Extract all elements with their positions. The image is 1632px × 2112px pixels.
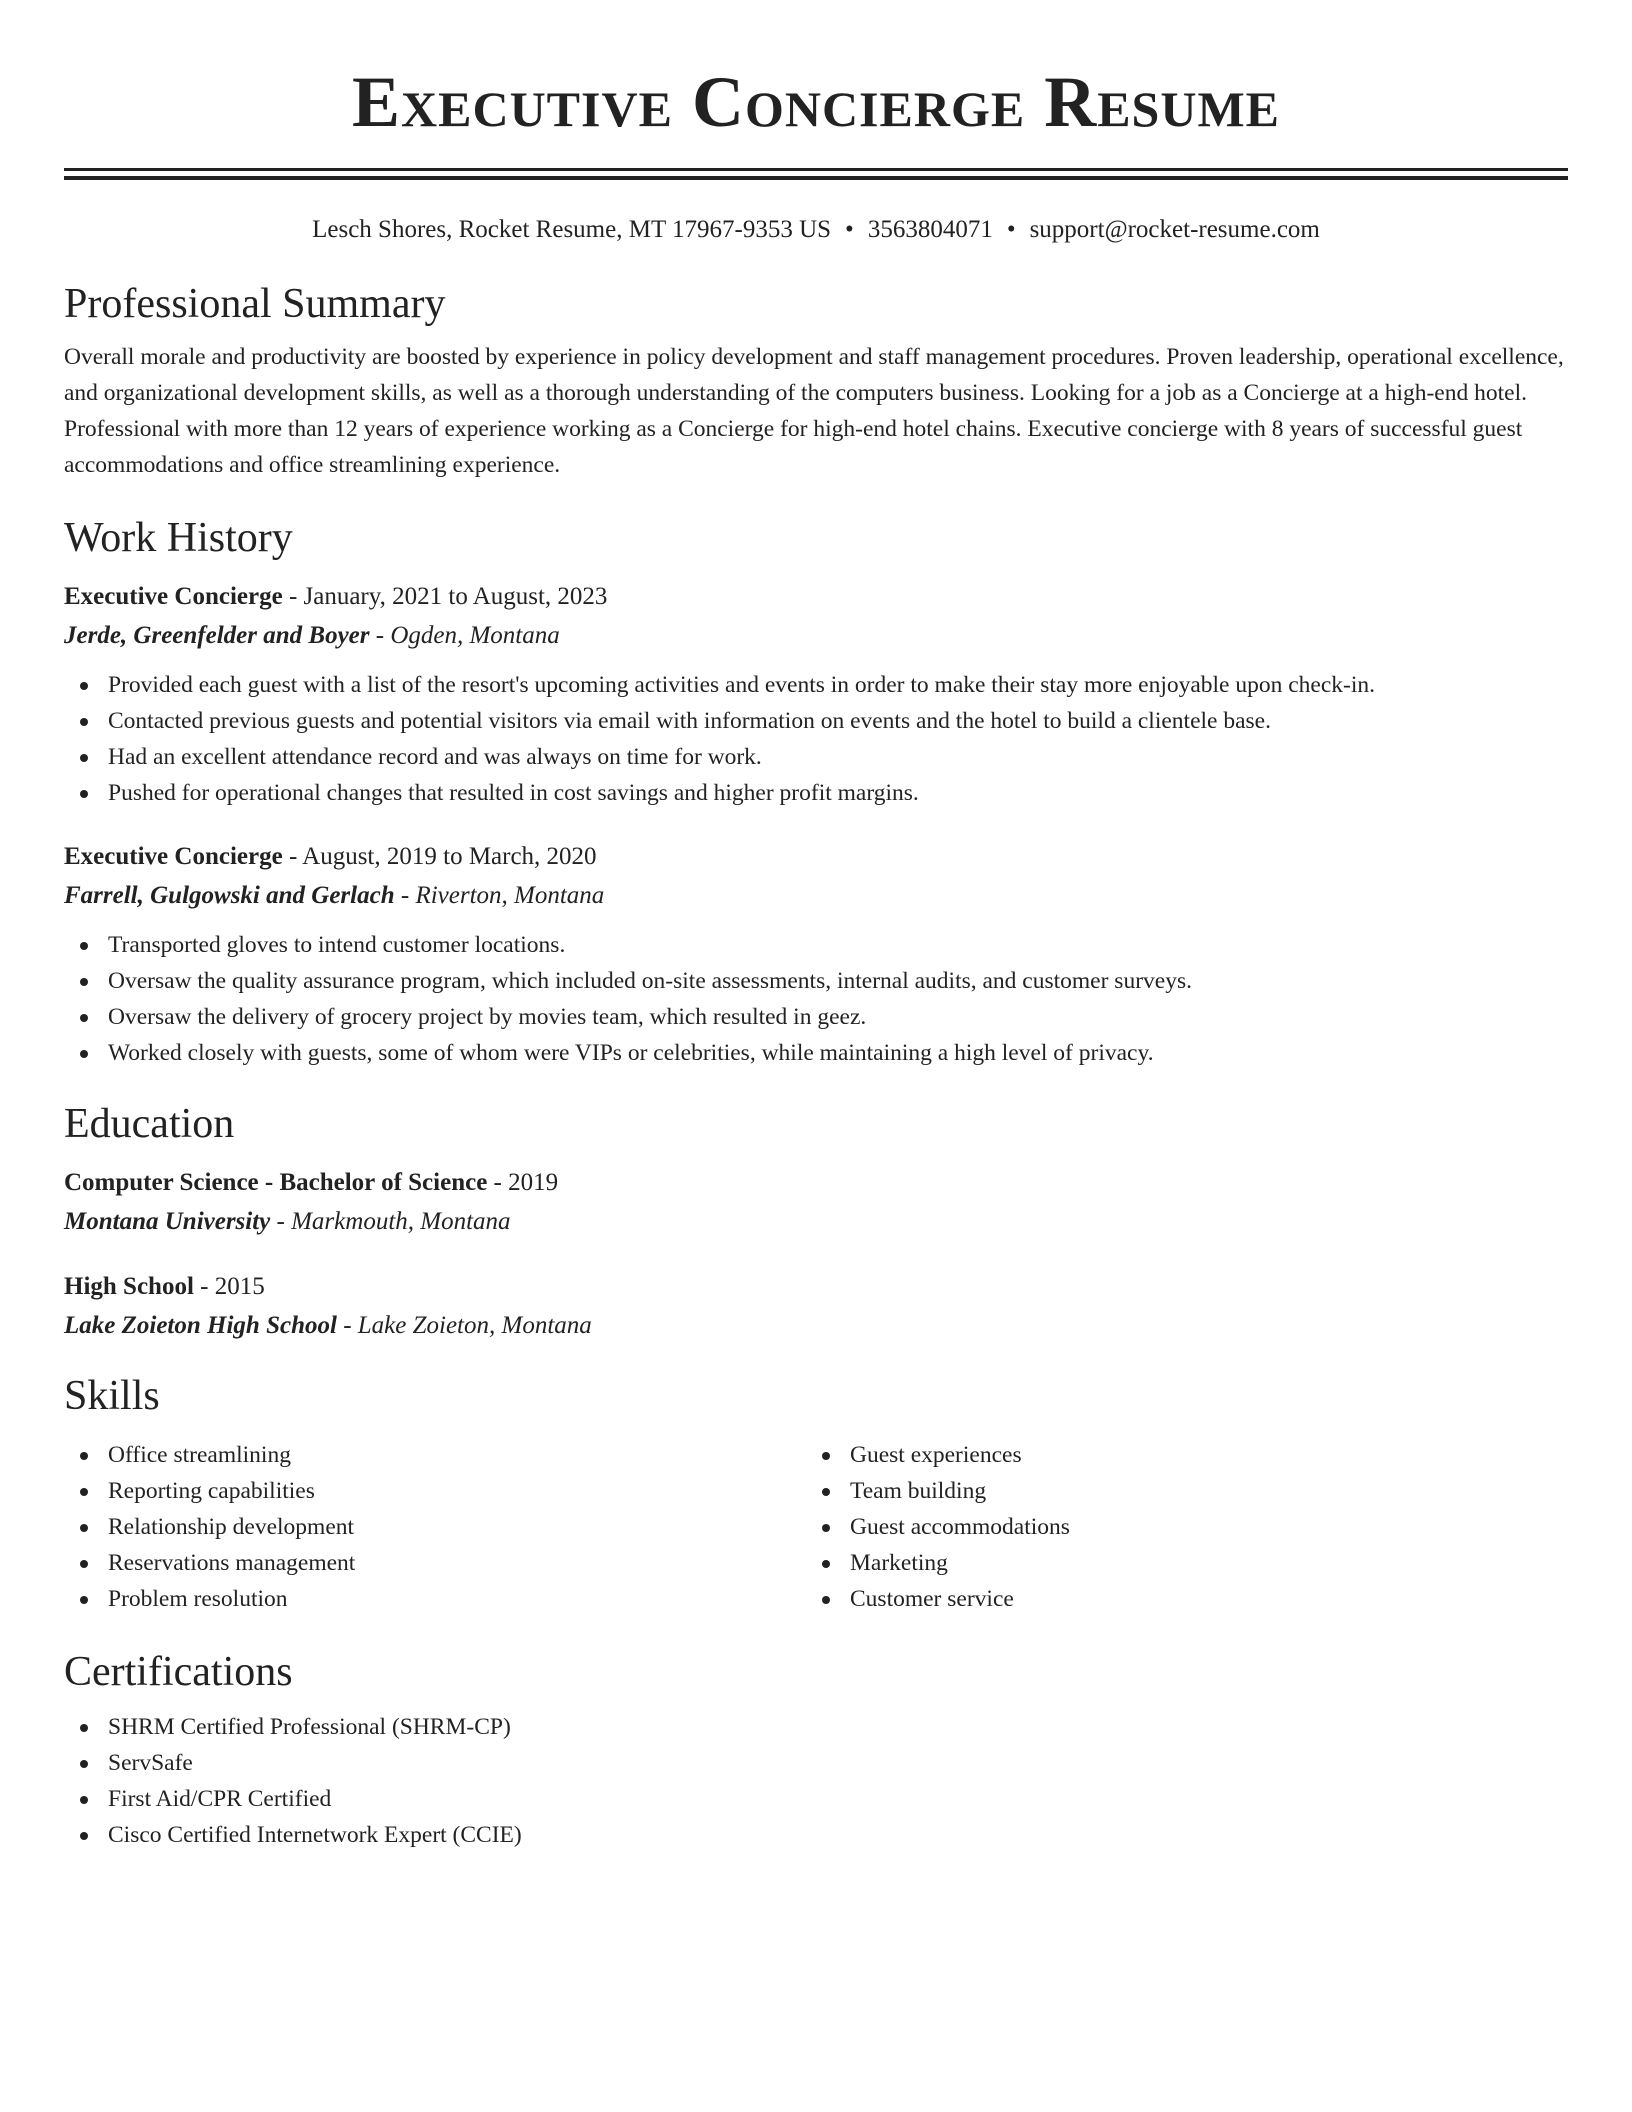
contact-phone: 3563804071 — [867, 216, 993, 243]
job-bullets — [64, 927, 1568, 1071]
skills-list-left — [64, 1437, 806, 1617]
job-location: Ogden, Montana — [390, 622, 560, 649]
job-bullet: Transported gloves to intend customer locations. — [64, 927, 1568, 963]
skill-item: Office streamlining — [64, 1437, 806, 1473]
job-dates: January, 2021 to August, 2023 — [303, 583, 608, 610]
resume-page — [64, 0, 1568, 1853]
title-divider-top — [64, 168, 1568, 171]
job-bullet: Pushed for operational changes that resulted in cost savings and higher profit margins. — [64, 775, 1568, 811]
school-location: Lake Zoieton, Montana — [357, 1312, 592, 1339]
work-history-section — [64, 513, 1568, 1071]
school-location: Markmouth, Montana — [291, 1208, 511, 1235]
summary-section — [64, 279, 1568, 483]
contact-email: support@rocket-resume.com — [1029, 216, 1320, 243]
job-company: Farrell, Gulgowski and Gerlach — [64, 882, 395, 909]
certification-item: First Aid/CPR Certified — [64, 1781, 1568, 1817]
degree-line: High School - 2015 — [64, 1273, 265, 1300]
skills-list-right — [806, 1437, 1548, 1617]
skill-item: Problem resolution — [64, 1581, 806, 1617]
job-company-line: Farrell, Gulgowski and Gerlach - Riverton, Montana — [64, 882, 605, 909]
certification-item: ServSafe — [64, 1745, 1568, 1781]
graduation-year: 2015 — [214, 1273, 265, 1300]
job-bullet: Worked closely with guests, some of whom were VIPs or celebrities, while maintaining a high level of privacy. — [64, 1035, 1568, 1071]
skill-item: Guest experiences — [806, 1437, 1548, 1473]
job-bullet: Oversaw the delivery of grocery project by movies team, which resulted in geez. — [64, 999, 1568, 1035]
section-heading: Professional Summary — [64, 281, 446, 327]
section-heading: Education — [64, 1101, 235, 1147]
school-name: Montana University — [64, 1208, 271, 1235]
certifications-section — [64, 1647, 1568, 1853]
skill-item: Customer service — [806, 1581, 1548, 1617]
job-company-line: Jerde, Greenfelder and Boyer - Ogden, Montana — [64, 622, 560, 649]
certifications-list — [64, 1709, 1568, 1853]
skill-item: Marketing — [806, 1545, 1548, 1581]
job-entry — [64, 577, 1568, 811]
school-line: Lake Zoieton High School - Lake Zoieton, Montana — [64, 1312, 592, 1339]
section-heading: Skills — [64, 1373, 160, 1419]
job-company: Jerde, Greenfelder and Boyer — [64, 622, 370, 649]
resume-title: Executive Concierge Resume — [351, 62, 1281, 142]
skill-item: Reporting capabilities — [64, 1473, 806, 1509]
skill-item: Relationship development — [64, 1509, 806, 1545]
education-section — [64, 1099, 1568, 1345]
job-entry — [64, 837, 1568, 1071]
job-bullet: Had an excellent attendance record and was always on time for work. — [64, 739, 1568, 775]
title-divider-bottom — [64, 176, 1568, 180]
school-name: Lake Zoieton High School — [64, 1312, 337, 1339]
job-title-line: Executive Concierge - August, 2019 to March, 2020 — [64, 843, 597, 870]
job-title: Executive Concierge — [64, 843, 283, 870]
job-bullet: Contacted previous guests and potential visitors via email with information on events and the hotel to build a clientele base. — [64, 703, 1568, 739]
job-location: Riverton, Montana — [415, 882, 605, 909]
skills-section — [64, 1371, 1568, 1617]
job-title: Executive Concierge — [64, 583, 283, 610]
degree: High School — [64, 1273, 194, 1300]
certification-item: SHRM Certified Professional (SHRM-CP) — [64, 1709, 1568, 1745]
job-bullet: Provided each guest with a list of the resort's upcoming activities and events in order to make their stay more enjoyable upon check-in. — [64, 667, 1568, 703]
graduation-year: 2019 — [508, 1169, 559, 1196]
job-bullets — [64, 667, 1568, 811]
job-bullet: Oversaw the quality assurance program, which included on-site assessments, internal audits, and customer surveys. — [64, 963, 1568, 999]
degree-line: Computer Science - Bachelor of Science - 2019 — [64, 1169, 559, 1196]
education-entry — [64, 1163, 1568, 1241]
contact-separator: • — [1006, 216, 1016, 243]
certification-item: Cisco Certified Internetwork Expert (CCIE) — [64, 1817, 1568, 1853]
education-entry — [64, 1267, 1568, 1345]
job-dates: August, 2019 to March, 2020 — [302, 843, 597, 870]
skill-item: Team building — [806, 1473, 1548, 1509]
school-line: Montana University - Markmouth, Montana — [64, 1208, 511, 1235]
section-heading: Work History — [64, 515, 293, 561]
degree: Computer Science - Bachelor of Science — [64, 1169, 488, 1196]
summary-text: Overall morale and productivity are boosted by experience in policy development and staff management procedures. Proven leadership, operational excellence, and organizational development skills, as well as a thorough understanding of the computers business. Looking for a job as a Concierge at a high-end hotel. Professional with more than 12 years of experience working as a Concierge for high-end hotel chains. Executive concierge with 8 years of successful guest accommodations and office streamlining experience. — [64, 344, 1564, 478]
skill-item: Guest accommodations — [806, 1509, 1548, 1545]
section-heading: Certifications — [64, 1649, 293, 1695]
skills-columns — [64, 1437, 1568, 1617]
job-title-line: Executive Concierge - January, 2021 to August, 2023 — [64, 583, 608, 610]
skill-item: Reservations management — [64, 1545, 806, 1581]
contact-line — [64, 214, 1568, 246]
contact-separator: • — [845, 216, 854, 243]
contact-address: Lesch Shores, Rocket Resume, MT 17967-9353 US — [312, 216, 832, 243]
